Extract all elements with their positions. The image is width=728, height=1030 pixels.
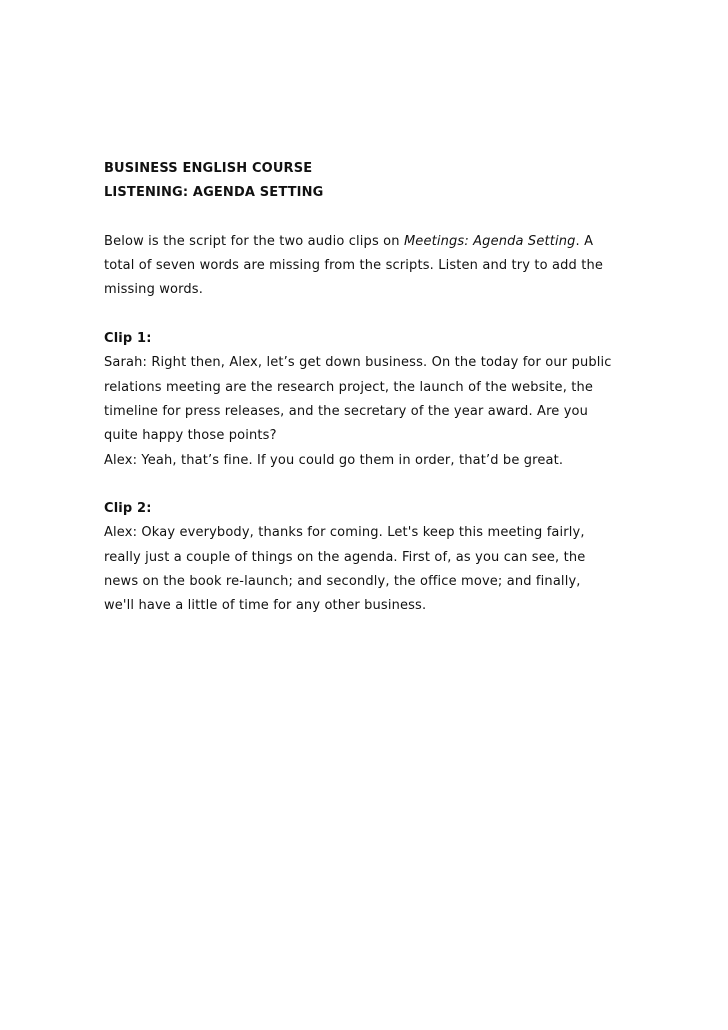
clip-1-line: quite happy those points? — [104, 428, 277, 444]
clip-2-line: news on the book re-launch; and secondly, the office move; and finally, — [104, 574, 581, 590]
clip-2-line: Alex: Okay everybody, thanks for coming. Let's keep this meeting fairly, — [104, 525, 585, 541]
intro-text-after: . A — [575, 233, 594, 249]
clip-1-line: timeline for press releases, and the secretary of the year award. Are you — [104, 403, 589, 419]
course-title: BUSINESS ENGLISH COURSE — [104, 161, 313, 176]
clip-2-label: Clip 2: — [104, 501, 152, 517]
spacer — [104, 303, 644, 327]
document-body — [104, 157, 644, 619]
listening-subtitle: LISTENING: AGENDA SETTING — [104, 185, 324, 201]
clip-1-line: Sarah: Right then, Alex, let’s get down business. On the today for our public — [104, 355, 612, 371]
intro-italic-title: Meetings: Agenda Setting — [403, 233, 576, 249]
clip-1-label: Clip 1: — [104, 331, 152, 347]
clip-2-line: really just a couple of things on the agenda. First of, as you can see, the — [104, 549, 586, 565]
intro-line-2: total of seven words are missing from the scripts. Listen and try to add the — [104, 258, 604, 274]
clip-1-line: Alex: Yeah, that’s fine. If you could go them in order, that’d be great. — [104, 452, 564, 468]
spacer — [104, 473, 644, 497]
intro-line-1 — [104, 230, 644, 254]
clip-1-line: relations meeting are the research project, the launch of the website, the — [104, 379, 594, 395]
intro-line-3: missing words. — [104, 282, 204, 298]
spacer — [104, 206, 644, 230]
clip-2-line: we'll have a little of time for any other business. — [104, 598, 427, 614]
intro-text-before: Below is the script for the two audio clips on — [104, 233, 404, 249]
